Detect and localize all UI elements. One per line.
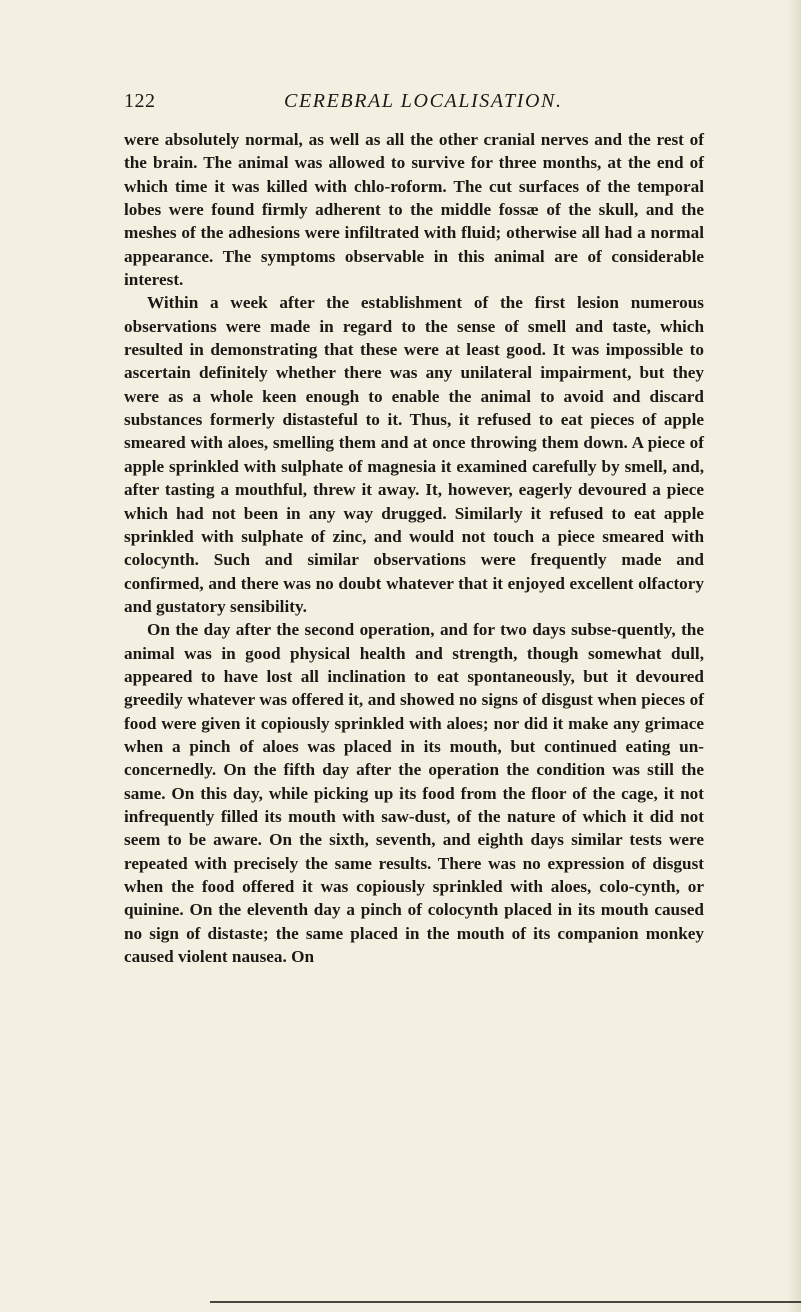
running-head [124, 90, 704, 118]
running-title: CEREBRAL LOCALISATION. [284, 90, 563, 112]
page-number: 122 [124, 90, 156, 112]
bottom-edge-line [210, 1301, 801, 1303]
paragraph-continued: were absolutely normal, as well as all the other cranial nerves and the rest of the brain. The animal was allowed to survive for three months, at the end of which time it was killed with chlo-roform. The cut surfaces of the temporal lobes were found firmly adherent to the middle fossæ of the skull, and the meshes of the adhesions were infiltrated with fluid; otherwise all had a normal appearance. The symptoms observable in this animal are of considerable interest. [124, 130, 704, 290]
page-edge-shadow [787, 0, 801, 1312]
body-text [124, 128, 704, 968]
paragraph-second-operation: On the day after the second operation, and for two days subse-quently, the animal was in good physical health and strength, though somewhat dull, appeared to have lost all inclination to eat spontaneously, but it devoured greedily whatever was offered it, and showed no signs of disgust when pieces of food were given it copiously sprinkled with aloes; nor did it make any grimace when a pinch of aloes was placed in its mouth, but continued eating un-concernedly. On the fifth day after the operation the condition was still the same. On this day, while picking up its food from the floor of the cage, it not infrequently filled its mouth with saw-dust, of the nature of which it did not seem to be aware. On the sixth, seventh, and eighth days similar tests were repeated with precisely the same results. There was no expression of disgust when the food offered it was copiously sprinkled with aloes, colo-cynth, or quinine. On the eleventh day a pinch of colocynth placed in its mouth caused no sign of distaste; the same placed in the mouth of its companion monkey caused violent nausea. On [124, 620, 704, 967]
paragraph-smell-taste-observations: Within a week after the establishment of the first lesion numerous observations were made in regard to the sense of smell and taste, which resulted in demonstrating that these were at least good. It was impossible to ascertain definitely whether there was any unilateral impairment, but they were as a whole keen enough to enable the animal to avoid and discard substances formerly distasteful to it. Thus, it refused to eat pieces of apple smeared with aloes, smelling them and at once throwing them down. A piece of apple sprinkled with sulphate of magnesia it examined carefully by smell, and, after tasting a mouthful, threw it away. It, however, eagerly devoured a piece which had not been in any way drugged. Similarly it refused to eat apple sprinkled with sulphate of zinc, and would not touch a piece smeared with colocynth. Such and similar observations were frequently made and confirmed, and there was no doubt whatever that it enjoyed excellent olfactory and gustatory sensibility. [124, 293, 704, 616]
